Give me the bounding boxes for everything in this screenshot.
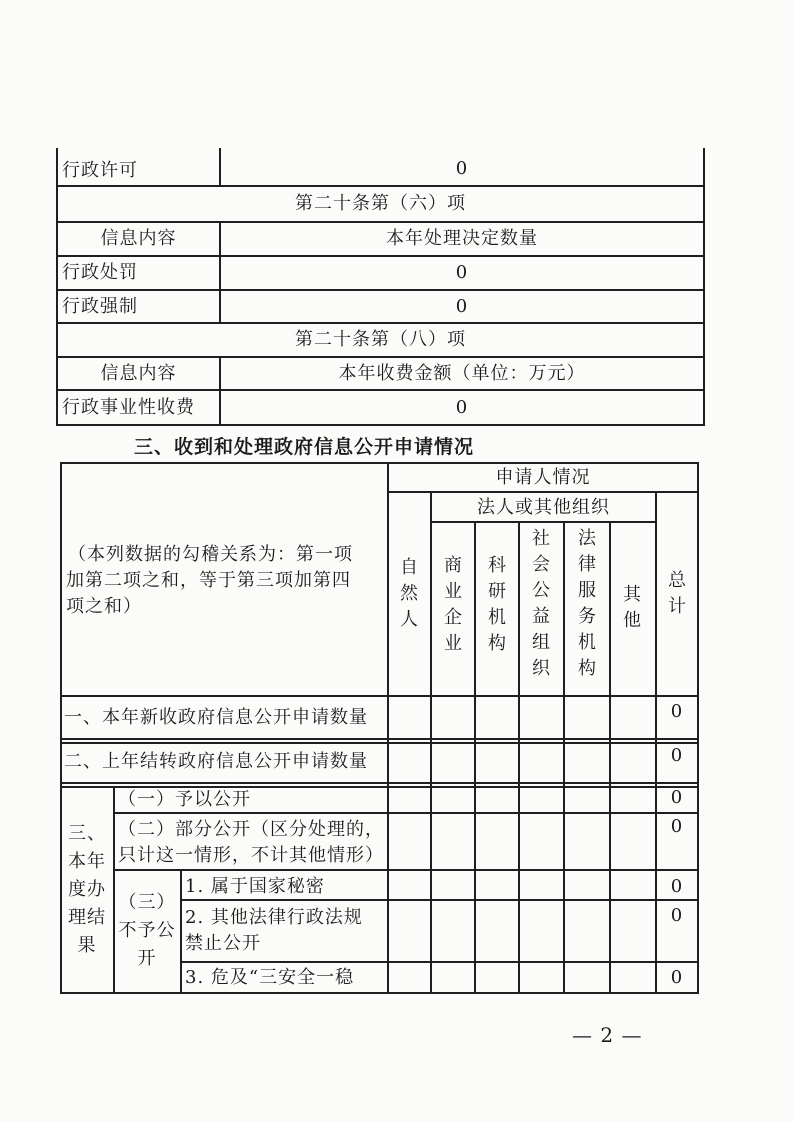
section-8-heading: 第二十条第（八）项 (295, 329, 466, 350)
section-6-heading: 第二十条第（六）项 (295, 193, 466, 214)
relation-note-2: 加第二项之和，等于第三项加第四 (66, 570, 351, 591)
info-content-header-2: 信息内容 (100, 363, 177, 384)
row-carryover-label: 二、上年结转政府信息公开申请数量 (64, 751, 368, 772)
r3-disclosed-total: 0 (670, 787, 684, 808)
page-number: — 2 — (572, 1023, 643, 1047)
r3-disclosed-label: （一）予以公开 (118, 789, 251, 810)
row-carryover-total: 0 (670, 745, 684, 766)
r3c-law-prohibit-total: 0 (670, 905, 684, 926)
r3c-state-secret-label: 1. 属于国家秘密 (185, 876, 325, 897)
r3-partial-label-1: （二）部分公开（区分处理的， (118, 819, 384, 840)
col-business: 商业企业 (444, 555, 462, 654)
col-total: 总计 (668, 570, 686, 617)
section-3-title: 三、收到和处理政府信息公开申请情况 (134, 436, 475, 458)
col-natural-person: 自然人 (400, 557, 418, 630)
row-new-requests-total: 0 (670, 701, 684, 722)
row-new-requests-label: 一、本年新收政府信息公开申请数量 (64, 707, 368, 728)
force-value: 0 (455, 296, 469, 317)
relation-note-1: （本列数据的勾稽关系为：第一项 (68, 544, 353, 565)
permit-label: 行政许可 (62, 160, 138, 181)
r3c-law-prohibit-label-2: 禁止公开 (185, 933, 261, 954)
penalty-label: 行政处罚 (62, 262, 138, 283)
info-content-header: 信息内容 (100, 228, 177, 249)
r3c-security-total: 0 (670, 967, 684, 988)
row-results-label: 三、本年度办理结果 (68, 823, 106, 956)
col-legal-service: 法律服务机构 (578, 528, 596, 679)
legal-entity-header: 法人或其他组织 (477, 497, 610, 518)
applicant-header: 申请人情况 (495, 467, 591, 488)
force-label: 行政强制 (62, 296, 138, 317)
fee-label: 行政事业性收费 (62, 397, 195, 418)
r3c-law-prohibit-label-1: 2. 其他法律行政法规 (185, 907, 363, 928)
col-social-welfare: 社会公益组织 (532, 528, 550, 679)
fee-amount-header: 本年收费金额（单位：万元） (338, 363, 586, 384)
col-other: 其他 (623, 584, 641, 631)
r3-partial-total: 0 (670, 816, 684, 837)
relation-note-3: 项之和） (66, 596, 142, 617)
col-research: 科研机构 (488, 555, 506, 654)
permit-value: 0 (455, 158, 469, 179)
r3c-security-label: 3. 危及“三安全一稳 (185, 967, 355, 988)
decision-count-header: 本年处理决定数量 (386, 228, 538, 249)
r3c-state-secret-total: 0 (670, 876, 684, 897)
fee-value: 0 (455, 397, 469, 418)
r3-partial-label-2: 只计这一情形，不计其他情形） (118, 845, 384, 866)
r3-not-disclosed-label: （三）不予公开 (118, 892, 176, 969)
penalty-value: 0 (455, 262, 469, 283)
